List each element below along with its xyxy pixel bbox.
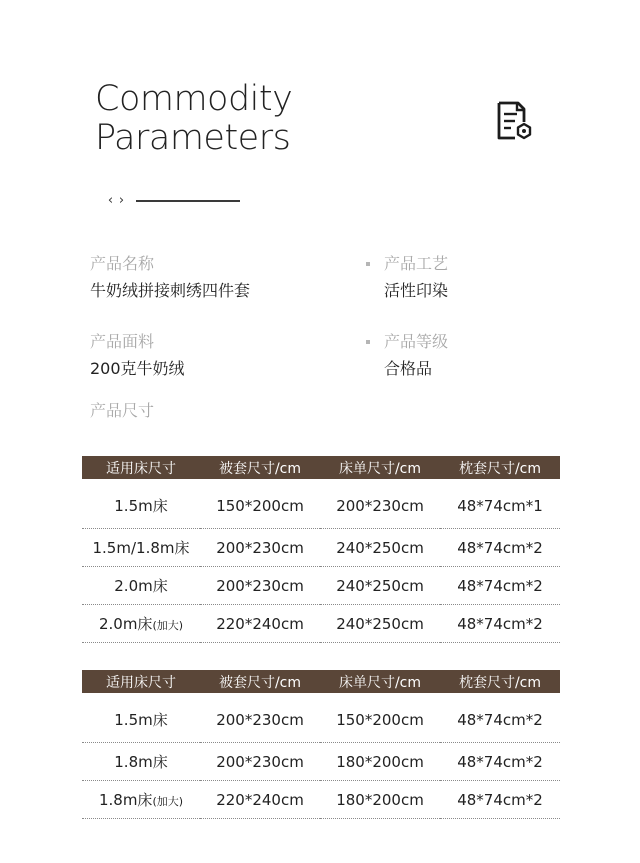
- col-header-sheet: 床单尺寸/cm: [320, 670, 440, 693]
- cell-duvet: 200*230cm: [200, 693, 320, 743]
- cell-pillow: 48*74cm*2: [440, 605, 560, 643]
- cell-sheet: 200*230cm: [320, 479, 440, 529]
- cell-sheet: 180*200cm: [320, 743, 440, 781]
- cell-bed: 1.5m/1.8m床: [82, 529, 200, 567]
- cell-pillow: 48*74cm*1: [440, 479, 560, 529]
- next-arrow-icon[interactable]: ›: [118, 193, 125, 208]
- product-craft-label: 产品工艺: [384, 254, 449, 273]
- size-table-1: [82, 456, 560, 643]
- product-grade-label: 产品等级: [384, 332, 449, 351]
- table-row: [82, 479, 560, 529]
- cell-bed: 1.8m床: [82, 743, 200, 781]
- product-fabric-label: 产品面料: [90, 332, 155, 351]
- cell-bed: 1.8m床(加大): [82, 781, 200, 819]
- table-row: [82, 743, 560, 781]
- cell-duvet: 220*240cm: [200, 605, 320, 643]
- product-craft-value: 活性印染: [384, 281, 449, 300]
- table-row: [82, 567, 560, 605]
- cell-duvet: 200*230cm: [200, 567, 320, 605]
- cell-pillow: 48*74cm*2: [440, 693, 560, 743]
- cell-bed: 1.5m床: [82, 693, 200, 743]
- col-header-pillow: 枕套尺寸/cm: [440, 456, 560, 479]
- table-header-row: [82, 670, 560, 693]
- cell-bed: 1.5m床: [82, 479, 200, 529]
- title-line-2: Parameters: [95, 118, 291, 158]
- cell-sheet: 240*250cm: [320, 567, 440, 605]
- cell-duvet: 200*230cm: [200, 529, 320, 567]
- col-header-pillow: 枕套尺寸/cm: [440, 670, 560, 693]
- cell-sheet: 240*250cm: [320, 605, 440, 643]
- bullet-icon: [366, 262, 370, 266]
- cell-pillow: 48*74cm*2: [440, 743, 560, 781]
- cell-sheet: 180*200cm: [320, 781, 440, 819]
- col-header-bed: 适用床尺寸: [82, 456, 200, 479]
- cell-bed: 2.0m床: [82, 567, 200, 605]
- cell-duvet: 200*230cm: [200, 743, 320, 781]
- product-name-label: 产品名称: [90, 254, 155, 273]
- title-line-1: Commodity: [95, 79, 293, 119]
- col-header-duvet: 被套尺寸/cm: [200, 670, 320, 693]
- cell-sheet: 240*250cm: [320, 529, 440, 567]
- cell-duvet: 220*240cm: [200, 781, 320, 819]
- table-row: [82, 693, 560, 743]
- document-settings-icon: [494, 100, 534, 142]
- bullet-icon: [366, 340, 370, 344]
- cell-pillow: 48*74cm*2: [440, 567, 560, 605]
- cell-bed-note: (加大): [152, 795, 184, 808]
- cell-bed: 2.0m床(加大): [82, 605, 200, 643]
- table-row: [82, 781, 560, 819]
- prev-arrow-icon[interactable]: ‹: [107, 193, 114, 208]
- section-nav: [105, 192, 240, 210]
- table-row: [82, 605, 560, 643]
- product-fabric-value: 200克牛奶绒: [90, 359, 185, 378]
- col-header-bed: 适用床尺寸: [82, 670, 200, 693]
- product-grade-value: 合格品: [384, 359, 433, 378]
- divider-line: [136, 200, 240, 202]
- cell-sheet: 150*200cm: [320, 693, 440, 743]
- page-title: [95, 80, 292, 158]
- size-table-2: [82, 670, 560, 819]
- product-size-label: 产品尺寸: [90, 401, 155, 420]
- col-header-sheet: 床单尺寸/cm: [320, 456, 440, 479]
- table-header-row: [82, 456, 560, 479]
- product-name-value: 牛奶绒拼接刺绣四件套: [90, 281, 251, 300]
- cell-pillow: 48*74cm*2: [440, 781, 560, 819]
- cell-bed-note: (加大): [152, 619, 184, 632]
- cell-duvet: 150*200cm: [200, 479, 320, 529]
- table-row: [82, 529, 560, 567]
- cell-pillow: 48*74cm*2: [440, 529, 560, 567]
- col-header-duvet: 被套尺寸/cm: [200, 456, 320, 479]
